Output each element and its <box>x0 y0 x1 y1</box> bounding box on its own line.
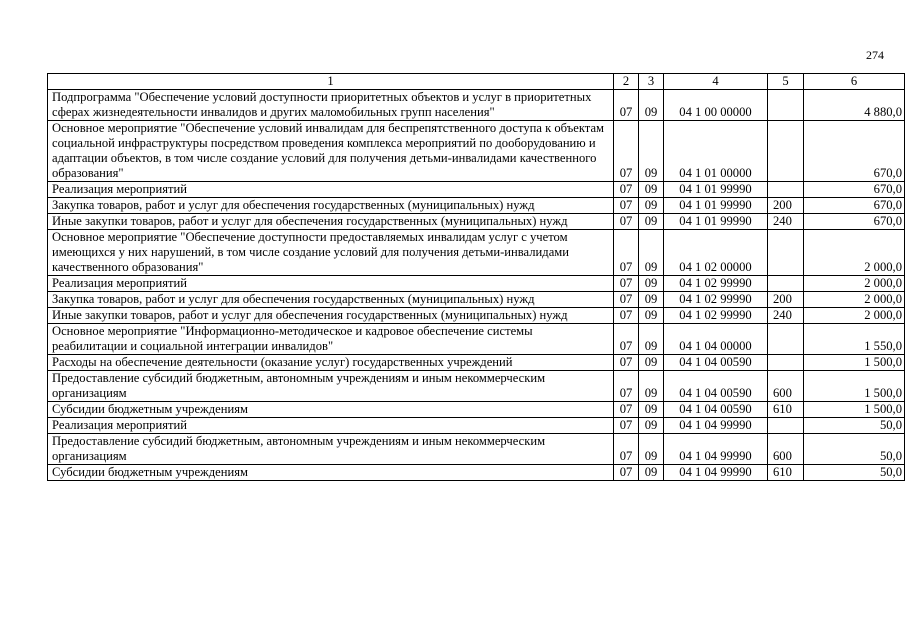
row-amount-cell: 4 880,0 <box>804 90 905 121</box>
row-section-cell: 07 <box>614 465 639 481</box>
row-target-code-cell: 04 1 04 99990 <box>664 418 768 434</box>
row-section-cell: 07 <box>614 292 639 308</box>
row-subsection-cell: 09 <box>639 355 664 371</box>
row-subsection-cell: 09 <box>639 214 664 230</box>
row-section-cell: 07 <box>614 198 639 214</box>
row-amount-cell: 1 500,0 <box>804 355 905 371</box>
row-target-code-cell: 04 1 01 99990 <box>664 198 768 214</box>
row-subsection-cell: 09 <box>639 465 664 481</box>
row-expense-type-cell: 610 <box>768 402 804 418</box>
row-name-cell: Иные закупки товаров, работ и услуг для обеспечения государственных (муниципальных) нужд <box>48 214 614 230</box>
table-row <box>48 90 905 121</box>
row-subsection-cell: 09 <box>639 198 664 214</box>
row-amount-cell: 50,0 <box>804 418 905 434</box>
row-target-code-cell: 04 1 01 00000 <box>664 121 768 182</box>
column-header-name: 1 <box>48 74 614 90</box>
row-subsection-cell: 09 <box>639 230 664 276</box>
row-name-cell: Реализация мероприятий <box>48 418 614 434</box>
table-row <box>48 230 905 276</box>
row-section-cell: 07 <box>614 230 639 276</box>
row-section-cell: 07 <box>614 90 639 121</box>
table-row <box>48 402 905 418</box>
row-expense-type-cell: 240 <box>768 308 804 324</box>
row-expense-type-cell: 600 <box>768 371 804 402</box>
row-expense-type-cell: 600 <box>768 434 804 465</box>
row-target-code-cell: 04 1 04 00590 <box>664 355 768 371</box>
table-row <box>48 276 905 292</box>
row-expense-type-cell: 240 <box>768 214 804 230</box>
row-amount-cell: 2 000,0 <box>804 230 905 276</box>
row-name-cell: Основное мероприятие "Обеспечение условий инвалидам для беспрепятственного доступа к объектам социальной инфраструктуры посредством проведения комплекса мероприятий по дооборудованию и адаптации объектов, в том числе создание условий для получения детьми-инвалидами качественного образования" <box>48 121 614 182</box>
row-subsection-cell: 09 <box>639 276 664 292</box>
row-section-cell: 07 <box>614 434 639 465</box>
row-target-code-cell: 04 1 04 99990 <box>664 434 768 465</box>
row-name-cell: Предоставление субсидий бюджетным, автономным учреждениям и иным некоммерческим организациям <box>48 434 614 465</box>
row-subsection-cell: 09 <box>639 324 664 355</box>
row-subsection-cell: 09 <box>639 90 664 121</box>
row-section-cell: 07 <box>614 214 639 230</box>
row-expense-type-cell <box>768 90 804 121</box>
row-expense-type-cell <box>768 121 804 182</box>
row-name-cell: Расходы на обеспечение деятельности (оказание услуг) государственных учреждений <box>48 355 614 371</box>
row-target-code-cell: 04 1 02 99990 <box>664 276 768 292</box>
row-amount-cell: 670,0 <box>804 198 905 214</box>
row-subsection-cell: 09 <box>639 371 664 402</box>
table-row <box>48 418 905 434</box>
column-header-target-code: 4 <box>664 74 768 90</box>
table-row <box>48 465 905 481</box>
row-expense-type-cell <box>768 276 804 292</box>
table-row <box>48 121 905 182</box>
row-section-cell: 07 <box>614 121 639 182</box>
row-name-cell: Реализация мероприятий <box>48 276 614 292</box>
row-subsection-cell: 09 <box>639 308 664 324</box>
row-subsection-cell: 09 <box>639 402 664 418</box>
row-target-code-cell: 04 1 01 99990 <box>664 182 768 198</box>
row-amount-cell: 2 000,0 <box>804 276 905 292</box>
row-target-code-cell: 04 1 02 99990 <box>664 292 768 308</box>
row-target-code-cell: 04 1 02 00000 <box>664 230 768 276</box>
row-target-code-cell: 04 1 04 00590 <box>664 402 768 418</box>
table-row <box>48 198 905 214</box>
table-row <box>48 214 905 230</box>
row-expense-type-cell: 200 <box>768 292 804 308</box>
table-row <box>48 371 905 402</box>
row-expense-type-cell <box>768 182 804 198</box>
row-section-cell: 07 <box>614 308 639 324</box>
column-header-subsection: 3 <box>639 74 664 90</box>
row-amount-cell: 1 550,0 <box>804 324 905 355</box>
row-subsection-cell: 09 <box>639 121 664 182</box>
row-target-code-cell: 04 1 01 99990 <box>664 214 768 230</box>
row-section-cell: 07 <box>614 402 639 418</box>
row-target-code-cell: 04 1 04 00590 <box>664 371 768 402</box>
row-expense-type-cell: 200 <box>768 198 804 214</box>
table-row <box>48 182 905 198</box>
page-number: 274 <box>866 48 884 62</box>
row-amount-cell: 1 500,0 <box>804 402 905 418</box>
row-target-code-cell: 04 1 04 00000 <box>664 324 768 355</box>
column-header-amount: 6 <box>804 74 905 90</box>
row-amount-cell: 50,0 <box>804 465 905 481</box>
row-amount-cell: 50,0 <box>804 434 905 465</box>
row-name-cell: Основное мероприятие "Информационно-методическое и кадровое обеспечение системы реабилитации и социальной интеграции инвалидов" <box>48 324 614 355</box>
row-name-cell: Предоставление субсидий бюджетным, автономным учреждениям и иным некоммерческим организациям <box>48 371 614 402</box>
table-row <box>48 292 905 308</box>
row-name-cell: Субсидии бюджетным учреждениям <box>48 402 614 418</box>
row-amount-cell: 670,0 <box>804 214 905 230</box>
row-target-code-cell: 04 1 04 99990 <box>664 465 768 481</box>
column-header-expense-type: 5 <box>768 74 804 90</box>
row-target-code-cell: 04 1 02 99990 <box>664 308 768 324</box>
row-section-cell: 07 <box>614 355 639 371</box>
row-name-cell: Закупка товаров, работ и услуг для обеспечения государственных (муниципальных) нужд <box>48 292 614 308</box>
budget-table <box>47 73 905 481</box>
row-expense-type-cell <box>768 418 804 434</box>
row-expense-type-cell <box>768 324 804 355</box>
row-section-cell: 07 <box>614 418 639 434</box>
row-expense-type-cell <box>768 355 804 371</box>
row-name-cell: Закупка товаров, работ и услуг для обеспечения государственных (муниципальных) нужд <box>48 198 614 214</box>
row-subsection-cell: 09 <box>639 418 664 434</box>
row-expense-type-cell: 610 <box>768 465 804 481</box>
row-subsection-cell: 09 <box>639 292 664 308</box>
table-body <box>48 90 905 481</box>
table-row <box>48 324 905 355</box>
row-name-cell: Подпрограмма "Обеспечение условий доступности приоритетных объектов и услуг в приоритетных сферах жизнедеятельности инвалидов и других маломобильных групп населения" <box>48 90 614 121</box>
row-section-cell: 07 <box>614 276 639 292</box>
row-amount-cell: 670,0 <box>804 182 905 198</box>
row-subsection-cell: 09 <box>639 182 664 198</box>
row-amount-cell: 2 000,0 <box>804 308 905 324</box>
table-header-row <box>48 74 905 90</box>
row-name-cell: Основное мероприятие "Обеспечение доступности предоставляемых инвалидам услуг с учетом имеющихся у них нарушений, в том числе создание условий для получения детьми-инвалидами качественного образования" <box>48 230 614 276</box>
row-subsection-cell: 09 <box>639 434 664 465</box>
row-amount-cell: 2 000,0 <box>804 292 905 308</box>
row-target-code-cell: 04 1 00 00000 <box>664 90 768 121</box>
row-section-cell: 07 <box>614 371 639 402</box>
row-name-cell: Субсидии бюджетным учреждениям <box>48 465 614 481</box>
row-section-cell: 07 <box>614 324 639 355</box>
table-row <box>48 434 905 465</box>
row-name-cell: Реализация мероприятий <box>48 182 614 198</box>
table-row <box>48 355 905 371</box>
row-section-cell: 07 <box>614 182 639 198</box>
row-name-cell: Иные закупки товаров, работ и услуг для обеспечения государственных (муниципальных) нужд <box>48 308 614 324</box>
column-header-section: 2 <box>614 74 639 90</box>
row-expense-type-cell <box>768 230 804 276</box>
table-row <box>48 308 905 324</box>
row-amount-cell: 1 500,0 <box>804 371 905 402</box>
row-amount-cell: 670,0 <box>804 121 905 182</box>
